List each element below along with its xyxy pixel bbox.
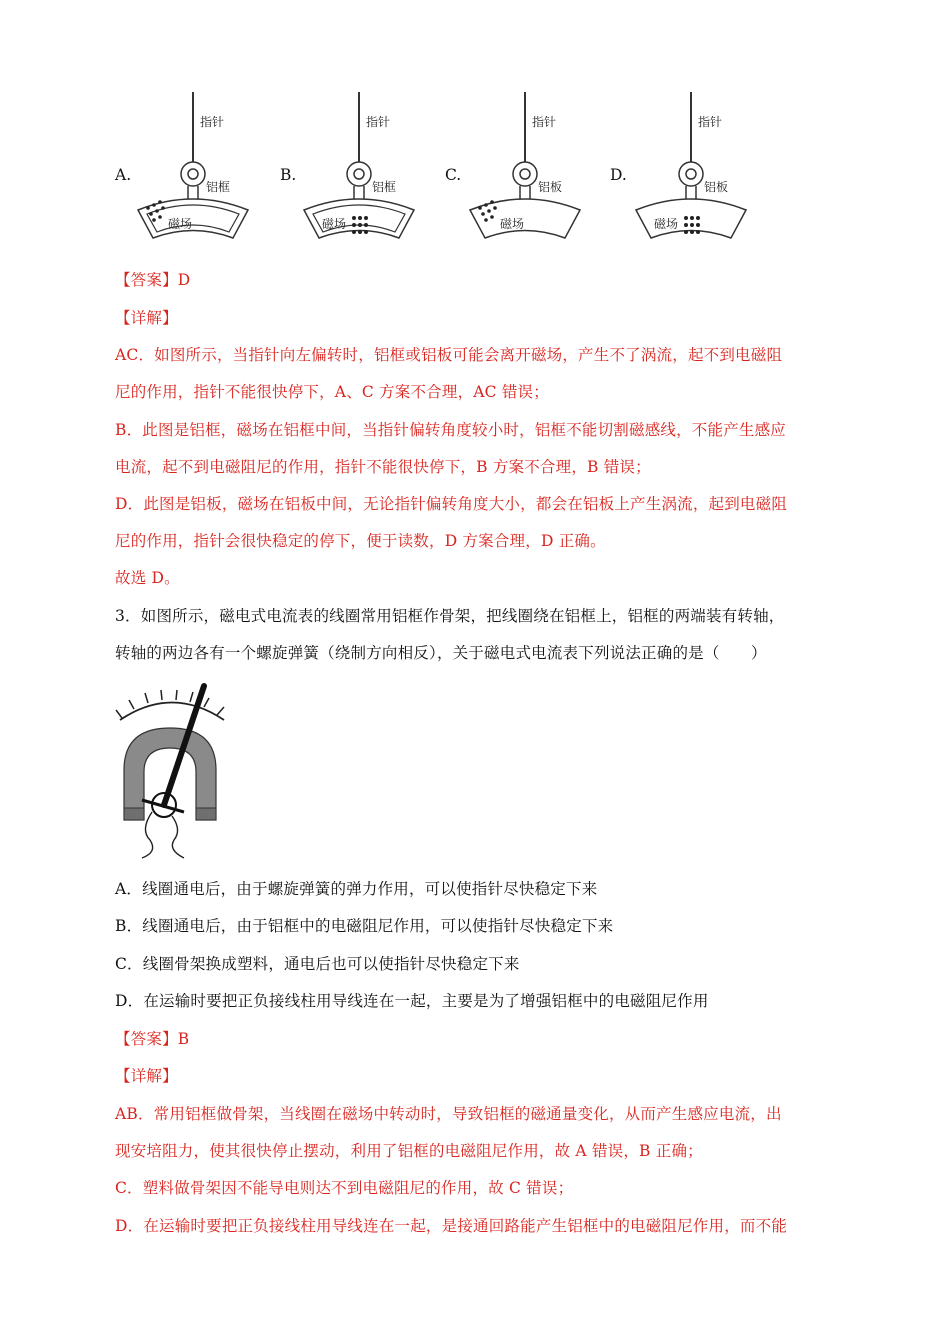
needle-label-b: 指针 xyxy=(366,115,391,129)
needle-label-c: 指针 xyxy=(532,115,557,129)
q3-detail-line: D．在运输时要把正负接线柱用导线连在一起，是接通回路能产生铝框中的电磁阻尼作用，而不能 xyxy=(115,1217,788,1235)
q3-option-d: D．在运输时要把正负接线柱用导线连在一起，主要是为了增强铝框中的电磁阻尼作用 xyxy=(115,992,709,1010)
field-label-b: 磁场 xyxy=(322,217,347,231)
q3-detail-line: AB．常用铝框做骨架，当线圈在磁场中转动时，导致铝框的磁通量变化，从而产生感应电流，出 xyxy=(115,1105,782,1123)
field-label-d: 磁场 xyxy=(654,217,679,231)
field-label-a: 磁场 xyxy=(168,217,193,231)
frame-label-d: 铝板 xyxy=(704,180,729,194)
figure-option-c xyxy=(462,88,597,248)
q2-detail-heading: 【详解】 xyxy=(115,309,178,327)
q2-detail-line: 尼的作用，指针不能很快停下，A、C 方案不合理，AC 错误； xyxy=(115,383,549,401)
figure-option-letter-b: B. xyxy=(280,166,297,184)
figure-option-letter-d: D. xyxy=(610,166,627,184)
q3-option-a: A．线圈通电后，由于螺旋弹簧的弹力作用，可以使指针尽快稳定下来 xyxy=(115,880,598,898)
q3-detail-line: C．塑料做骨架因不能导电则达不到电磁阻尼的作用，故 C 错误； xyxy=(115,1179,574,1197)
frame-label-c: 铝板 xyxy=(538,180,563,194)
q3-detail-line: 现安培阻力，使其很快停止摆动，利用了铝框的电磁阻尼作用，故 A 错误，B 正确； xyxy=(115,1142,703,1160)
q2-detail-line: 电流，起不到电磁阻尼的作用，指针不能很快停下，B 方案不合理，B 错误； xyxy=(115,458,651,476)
needle-label-d: 指针 xyxy=(698,115,723,129)
q3-detail-heading: 【详解】 xyxy=(115,1067,178,1085)
q3-option-c: C．线圈骨架换成塑料，通电后也可以使指针尽快稳定下来 xyxy=(115,955,520,973)
figure-option-b xyxy=(296,88,431,248)
figure-option-letter-a: A. xyxy=(115,166,132,184)
q2-answer: 【答案】D xyxy=(115,271,191,289)
q3-option-b: B．线圈通电后，由于铝框中的电磁阻尼作用，可以使指针尽快稳定下来 xyxy=(115,917,614,935)
q3-stem-line: 转轴的两边各有一个螺旋弹簧（绕制方向相反），关于磁电式电流表下列说法正确的是（ ） xyxy=(115,644,767,662)
q2-detail-line: 尼的作用，指针会很快稳定的停下，便于读数，D 方案合理，D 正确。 xyxy=(115,532,606,550)
q3-answer: 【答案】B xyxy=(115,1030,190,1048)
q2-detail-line: B．此图是铝框，磁场在铝框中间，当指针偏转角度较小时，铝框不能切割磁感线，不能产生感应 xyxy=(115,421,786,439)
needle-label-a: 指针 xyxy=(200,115,225,129)
q2-detail-line: AC．如图所示，当指针向左偏转时，铝框或铝板可能会离开磁场，产生不了涡流，起不到电磁阻 xyxy=(115,346,783,364)
figure-option-letter-c: C. xyxy=(445,166,462,184)
galvanometer-figure xyxy=(112,680,232,860)
figure-option-a xyxy=(130,88,265,248)
frame-label-b: 铝框 xyxy=(372,180,397,194)
field-label-c: 磁场 xyxy=(500,217,525,231)
figure-option-d xyxy=(628,88,763,248)
q3-stem-line: 3．如图所示，磁电式电流表的线圈常用铝框作骨架，把线圈绕在铝框上，铝框的两端装有转轴， xyxy=(115,607,785,625)
q2-conclusion: 故选 D。 xyxy=(115,569,180,587)
q2-detail-line: D．此图是铝板，磁场在铝板中间，无论指针偏转角度大小，都会在铝板上产生涡流，起到电磁阻 xyxy=(115,495,788,513)
frame-label-a: 铝框 xyxy=(206,180,231,194)
